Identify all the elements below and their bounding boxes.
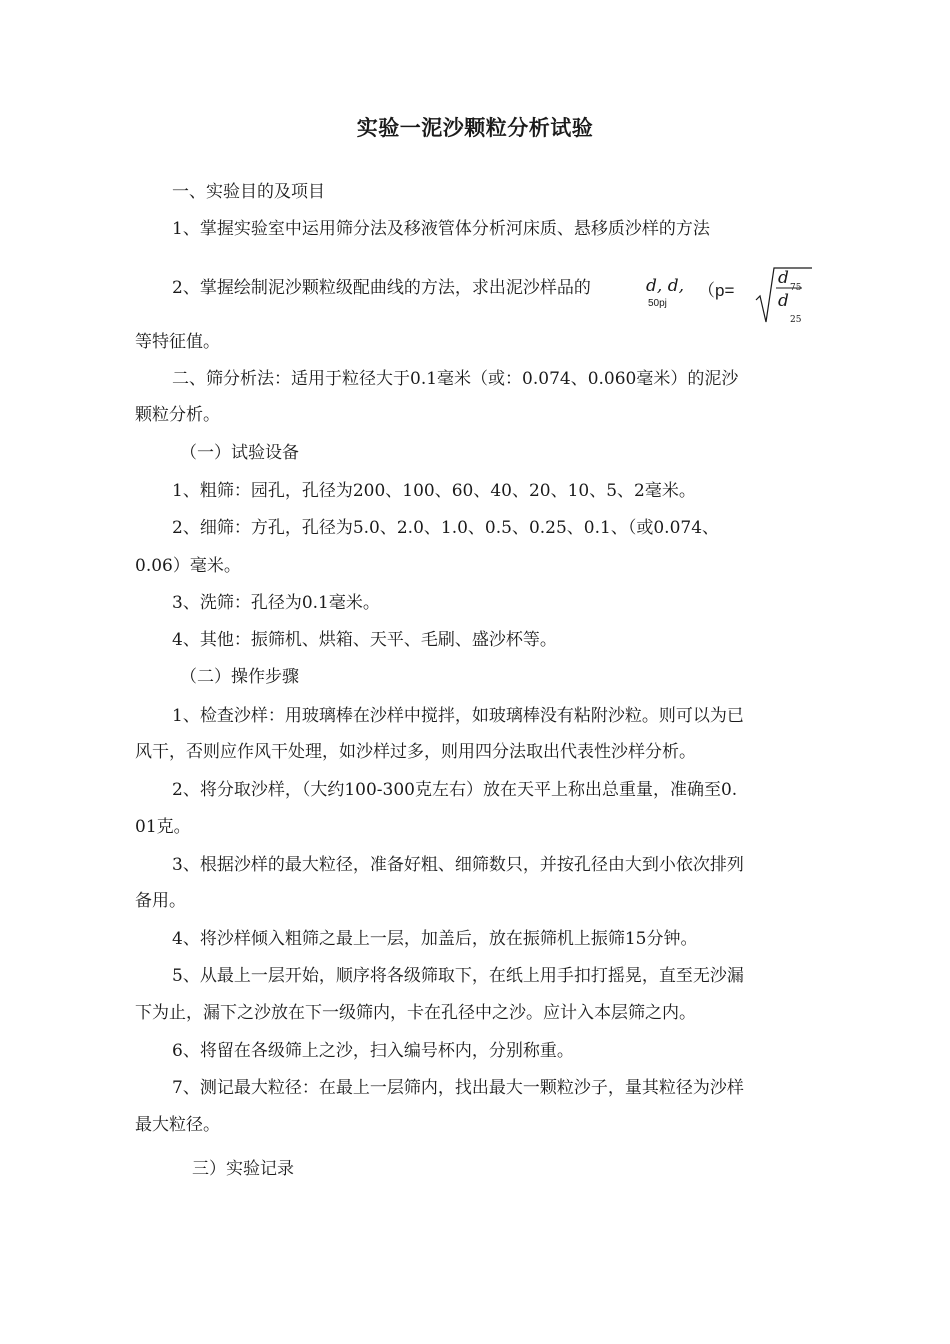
- paragraph-line: 6、将留在各级筛上之沙，扫入编号杯内，分别称重。: [172, 1041, 574, 1061]
- fraction-numerator: d: [778, 268, 789, 288]
- formula-dd: d, d,: [646, 276, 684, 296]
- formula: [646, 266, 816, 330]
- paragraph-line: 2、将分取沙样，（大约100-300克左右）放在天平上称出总重量，准确至0.: [172, 780, 738, 800]
- sqrt-fraction: [754, 266, 816, 330]
- page-title: 实验一泥沙颗粒分析试验: [356, 116, 594, 140]
- paragraph-line: 3、洗筛：孔径为0.1毫米。: [172, 593, 380, 613]
- paragraph-line: 等特征值。: [135, 332, 220, 352]
- fraction-denominator: d: [778, 291, 789, 311]
- denominator-subscript: 25: [790, 315, 802, 325]
- paragraph-line: 2、掌握绘制泥沙颗粒级配曲线的方法，求出泥沙样品的: [172, 278, 591, 298]
- formula-p-equals: （p=: [698, 281, 735, 300]
- paragraph-line: 5、从最上一层开始，顺序将各级筛取下，在纸上用手扣打摇晃，直至无沙漏: [172, 966, 744, 986]
- paragraph-line: 风干，否则应作风干处理，如沙样过多，则用四分法取出代表性沙样分析。: [135, 742, 696, 762]
- paragraph-line: 1、掌握实验室中运用筛分法及移液管体分析河床质、悬移质沙样的方法: [172, 219, 710, 239]
- subsection-heading: （二）操作步骤: [180, 667, 299, 687]
- paragraph-line: 1、粗筛：园孔，孔径为200、100、60、40、20、10、5、2毫米。: [172, 481, 696, 501]
- paragraph-line: 4、其他：振筛机、烘箱、天平、毛刷、盛沙杯等。: [172, 630, 557, 650]
- paragraph-line: 4、将沙样倾入粗筛之最上一层，加盖后，放在振筛机上振筛15分钟。: [172, 929, 698, 949]
- subsection-heading: 三）实验记录: [192, 1159, 294, 1179]
- paragraph-line: 最大粒径。: [135, 1115, 220, 1135]
- paragraph-line: 01克。: [135, 817, 191, 837]
- paragraph-line: 颗粒分析。: [135, 405, 220, 425]
- paragraph-line: 1、检查沙样：用玻璃棒在沙样中搅拌，如玻璃棒没有粘附沙粒。则可以为已: [172, 706, 744, 726]
- paragraph-line: 2、细筛：方孔，孔径为5.0、2.0、1.0、0.5、0.25、0.1、（或0.074、: [172, 518, 720, 538]
- section-heading: 一、实验目的及项目: [172, 182, 325, 202]
- section-heading: 二、筛分析法：适用于粒径大于0.1毫米（或：0.074、0.060毫米）的泥沙: [172, 369, 739, 389]
- paragraph-line: 0.06）毫米。: [135, 556, 241, 576]
- subsection-heading: （一）试验设备: [180, 443, 299, 463]
- paragraph-line: 3、根据沙样的最大粒径，准备好粗、细筛数只，并按孔径由大到小依次排列: [172, 855, 744, 875]
- paragraph-line: 下为止，漏下之沙放在下一级筛内，卡在孔径中之沙。应计入本层筛之内。: [135, 1003, 696, 1023]
- formula-subscript: 50pj: [648, 298, 667, 309]
- paragraph-line: 7、测记最大粒径：在最上一层筛内，找出最大一颗粒沙子，量其粒径为沙样: [172, 1078, 744, 1098]
- paragraph-line: 备用。: [135, 891, 186, 911]
- numerator-subscript: 75: [790, 283, 802, 293]
